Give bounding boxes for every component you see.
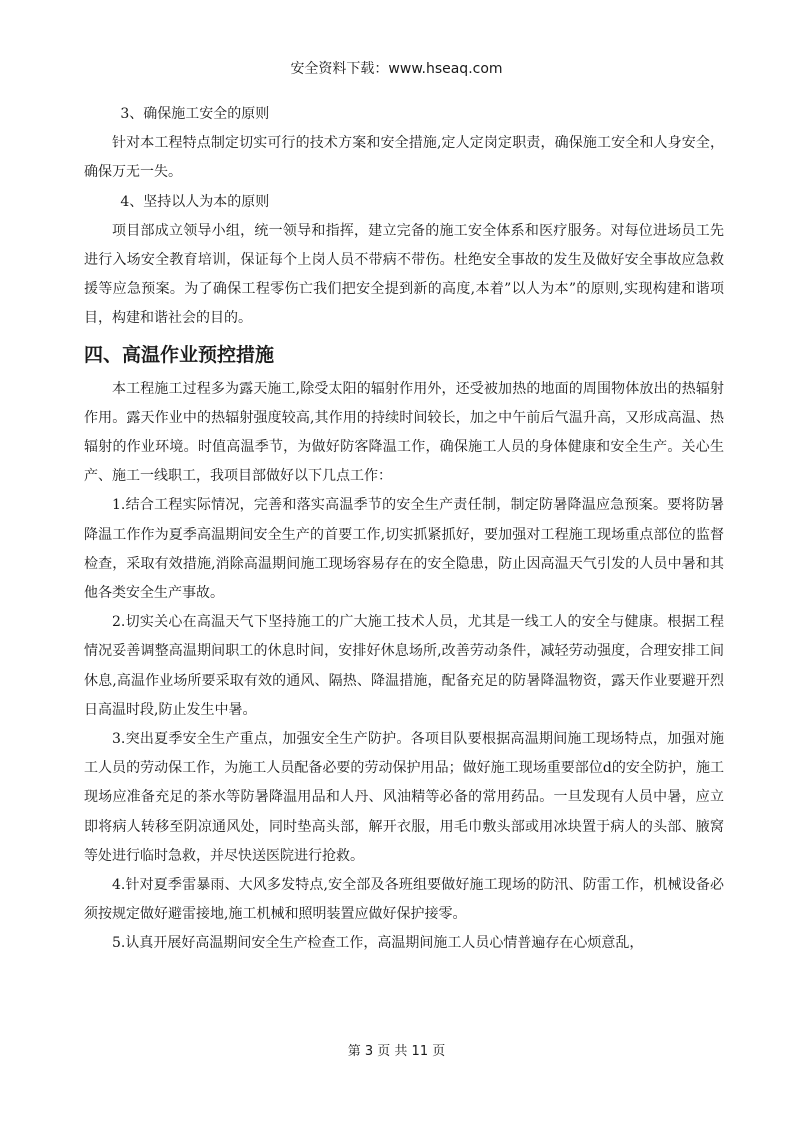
subheading-principle-4: 4、坚持以人为本的原则 (120, 193, 270, 210)
paragraph: 针对本工程特点制定切实可行的技术方案和安全措施,定人定岗定职责，确保施工安全和人身安全，确保万无一失。 (84, 135, 724, 181)
list-item-4: 4.针对夏季雷暴雨、大风多发特点,安全部及各班组要做好施工现场的防汛、防雷工作，机械设备必须按规定做好避雷接地,施工机械和照明装置应做好保护接零。 (84, 877, 724, 923)
paragraph: 本工程施工过程多为露天施工,除受太阳的辐射作用外，还受被加热的地面的周围物体放出的热辐射作用。露天作业中的热辐射强度较高,其作用的持续时间较长，加之中午前后气温升高，又形成高温、热辐射的作业环境。时值高温季节，为做好防客降温工作，确保施工人员的身体健康和安全生产。关心生产、施工一线职工，我项目部做好以下几点工作： (84, 380, 724, 485)
list-item-3: 3.突出夏季安全生产重点，加强安全生产防护。各项目队要根据高温期间施工现场特点，加强对施工人员的劳动保工作，为施工人员配备必要的劳动保护用品；做好施工现场重要部位d的安全防护，施工现场应准备充足的茶水等防暑降温用品和人丹、风油精等必备的常用药品。一旦发现有人员中暑，应立即将病人转移至阴凉通风处，同时垫高头部，解开衣服，用毛巾敷头部或用冰块置于病人的头部、腋窝等处进行临时急救，并尽快送医院进行抢救。 (84, 731, 724, 864)
list-item-2: 2.切实关心在高温天气下坚持施工的广大施工技术人员，尤其是一线工人的安全与健康。根据工程情况妥善调整高温期间职工的休息时间，安排好休息场所,改善劳动条件，减轻劳动强度，合理安排工间休息,高温作业场所要采取有效的通风、隔热、降温措施，配备充足的防暑降温物资，露天作业要避开烈日高温时段,防止发生中暑。 (84, 614, 724, 718)
page-header: 安全资料下载：www.hseaq.com (290, 61, 503, 77)
page-footer: 第 3 页 共 11 页 (347, 1044, 446, 1059)
document-body (84, 100, 724, 959)
list-item-1: 1.结合工程实际情况，完善和落实高温季节的安全生产责任制，制定防暑降温应急预案。要将防暑降温工作作为夏季高温期间安全生产的首要工作,切实抓紧抓好，要加强对工程施工现场重点部位的监督检查，采取有效措施,消除高温期间施工现场容易存在的安全隐患，防止因高温天气引发的人员中暑和其他各类安全生产事故。 (84, 497, 724, 602)
section-heading: 四、高温作业预控措施 (84, 343, 275, 366)
paragraph: 项目部成立领导小组，统一领导和指挥，建立完备的施工安全体系和医疗服务。对每位进场员工先进行入场安全教育培训，保证每个上岗人员不带病不带伤。杜绝安全事故的发生及做好安全事故应急救援等应急预案。为了确保工程零伤亡我们把安全提到新的高度,本着”以人为本”的原则,实现构建和谐项目，构建和谐社会的目的。 (84, 222, 724, 327)
list-item-5: 5.认真开展好高温期间安全生产检查工作，高温期间施工人员心情普遍存在心烦意乱， (112, 935, 644, 952)
subheading-principle-3: 3、确保施工安全的原则 (120, 106, 270, 122)
